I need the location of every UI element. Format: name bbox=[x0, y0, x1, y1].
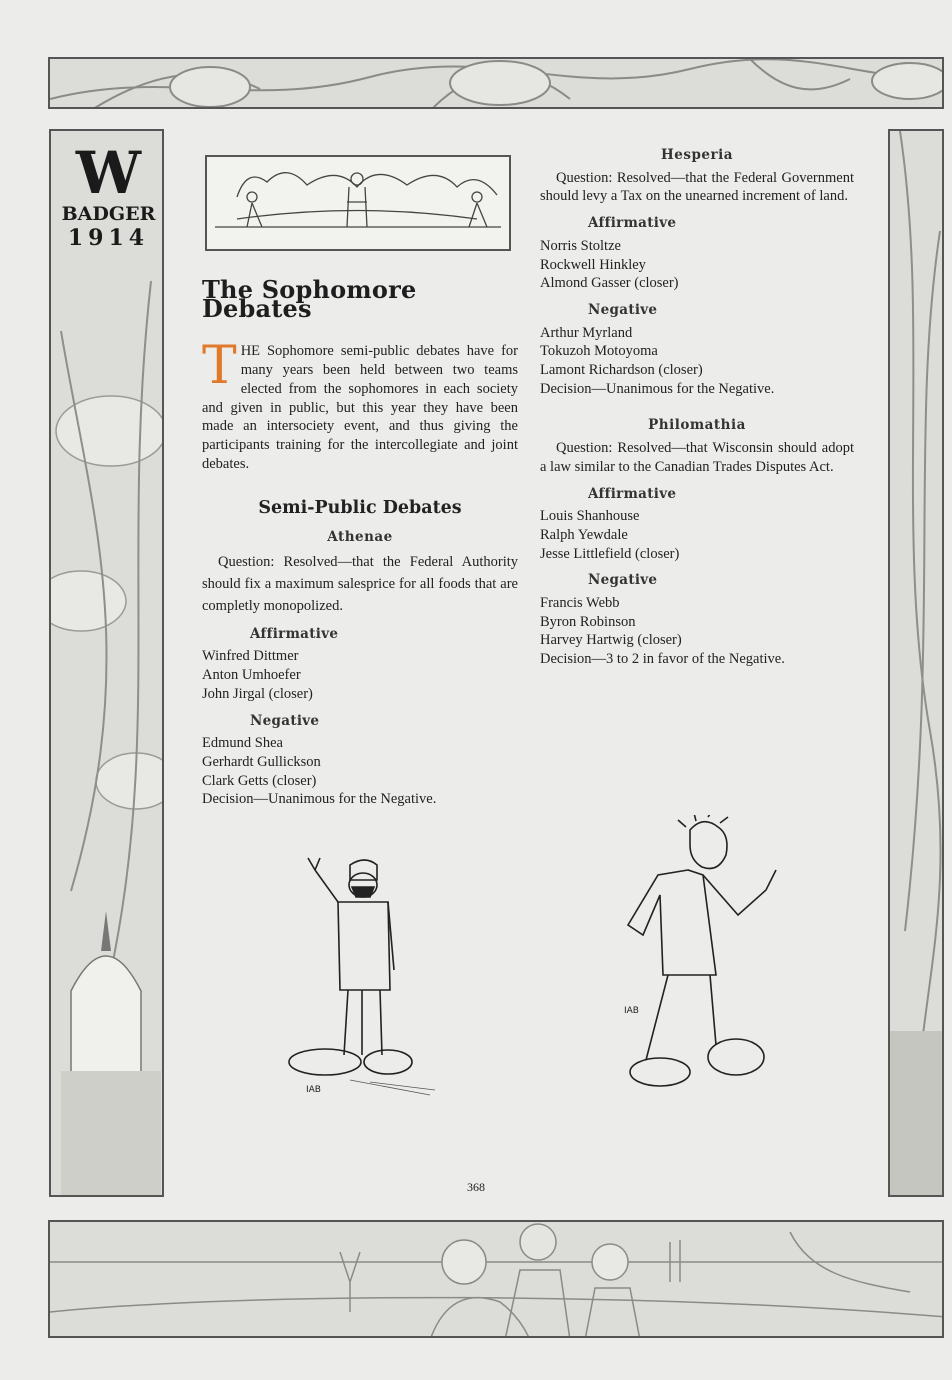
debate-question: Question: Resolved—that the Federal Authority should fix a maximum salesprice for all foods that are completly monopolized. bbox=[202, 553, 518, 614]
people-scene-illustration bbox=[50, 1222, 944, 1338]
right-column bbox=[540, 146, 854, 669]
debater: Jesse Littlefield (closer) bbox=[540, 545, 680, 562]
debate-philomathia bbox=[540, 416, 854, 668]
decision: Decision—3 to 2 in favor of the Negative. bbox=[540, 651, 785, 668]
cartoon-standing-debater bbox=[280, 850, 440, 1100]
debater: Francis Webb bbox=[540, 595, 620, 612]
left-decorative-border bbox=[49, 129, 164, 1197]
seated-figures-banner-illustration bbox=[207, 157, 509, 249]
debater: Byron Robinson bbox=[540, 613, 636, 630]
left-column bbox=[202, 150, 518, 809]
debater: Almond Gasser (closer) bbox=[540, 275, 679, 292]
debater: Lamont Richardson (closer) bbox=[540, 362, 703, 379]
debater: Harvey Hartwig (closer) bbox=[540, 632, 682, 649]
debate-question: Question: Resolved—that the Federal Government should levy a Tax on the unearned increment of land. bbox=[540, 169, 854, 205]
debate-question: Question: Resolved—that Wisconsin should adopt a law similar to the Canadian Trades Disputes Act. bbox=[540, 440, 854, 475]
debate-athenae bbox=[202, 528, 518, 809]
debater: Winfred Dittmer bbox=[202, 648, 299, 665]
decision: Decision—Unanimous for the Negative. bbox=[540, 380, 775, 397]
artist-mark: IAB bbox=[306, 1085, 321, 1095]
debater: Anton Umhoefer bbox=[202, 667, 301, 684]
debater: Rockwell Hinkley bbox=[540, 256, 646, 273]
debater: Arthur Myrland bbox=[540, 324, 633, 341]
right-decorative-border bbox=[888, 129, 944, 1197]
semi-public-heading: Semi-Public Debates bbox=[258, 498, 462, 519]
intro-paragraph bbox=[202, 336, 518, 473]
top-decorative-border bbox=[48, 57, 944, 109]
society-name: Philomathia bbox=[648, 417, 746, 434]
debater: Clark Getts (closer) bbox=[202, 772, 317, 789]
society-name: Hesperia bbox=[661, 147, 733, 163]
debater: Ralph Yewdale bbox=[540, 526, 628, 543]
debater: Gerhardt Gullickson bbox=[202, 753, 321, 770]
intro-text: HE Sophomore semi-public debates have for many years been held between two teams elected from the sophomores in each society and given in public, but this year they have been made an intersociety event, and thus giving the participants training for the intercollegiate and joint debates. bbox=[202, 343, 518, 472]
cartoon-walking-debater bbox=[598, 815, 798, 1105]
negative-label: Negative bbox=[588, 301, 658, 318]
artist-mark: IAB bbox=[624, 1006, 639, 1016]
walking-figure-illustration bbox=[598, 815, 798, 1105]
debater: Edmund Shea bbox=[202, 735, 283, 752]
capitol-dome-illustration bbox=[61, 911, 161, 1197]
page-title: The Sophomore Debates bbox=[202, 275, 417, 323]
header-illustration bbox=[205, 155, 511, 251]
drop-cap: T bbox=[202, 336, 237, 397]
debater: Tokuzoh Motoyoma bbox=[540, 343, 658, 360]
logo-w-letter: W bbox=[75, 139, 142, 207]
debater: Norris Stoltze bbox=[540, 237, 621, 254]
negative-label: Negative bbox=[588, 572, 658, 589]
bottom-decorative-border bbox=[48, 1220, 944, 1338]
vine-illustration bbox=[890, 131, 944, 1197]
logo-badger: BADGER bbox=[61, 203, 156, 225]
page-number: 368 bbox=[467, 1180, 485, 1194]
decision: Decision—Unanimous for the Negative. bbox=[202, 791, 437, 808]
affirmative-label: Affirmative bbox=[588, 485, 677, 502]
debate-hesperia bbox=[540, 146, 854, 398]
society-name: Athenae bbox=[327, 529, 393, 546]
cloud-branch-illustration bbox=[51, 131, 164, 1197]
logo-year: 1914 bbox=[67, 225, 150, 251]
affirmative-label: Affirmative bbox=[250, 625, 339, 642]
debater: John Jirgal (closer) bbox=[202, 685, 313, 702]
negative-label: Negative bbox=[250, 712, 320, 729]
standing-figure-illustration bbox=[280, 850, 440, 1100]
affirmative-label: Affirmative bbox=[588, 215, 677, 232]
debater: Louis Shanhouse bbox=[540, 508, 640, 525]
branch-pattern-illustration bbox=[50, 59, 944, 109]
